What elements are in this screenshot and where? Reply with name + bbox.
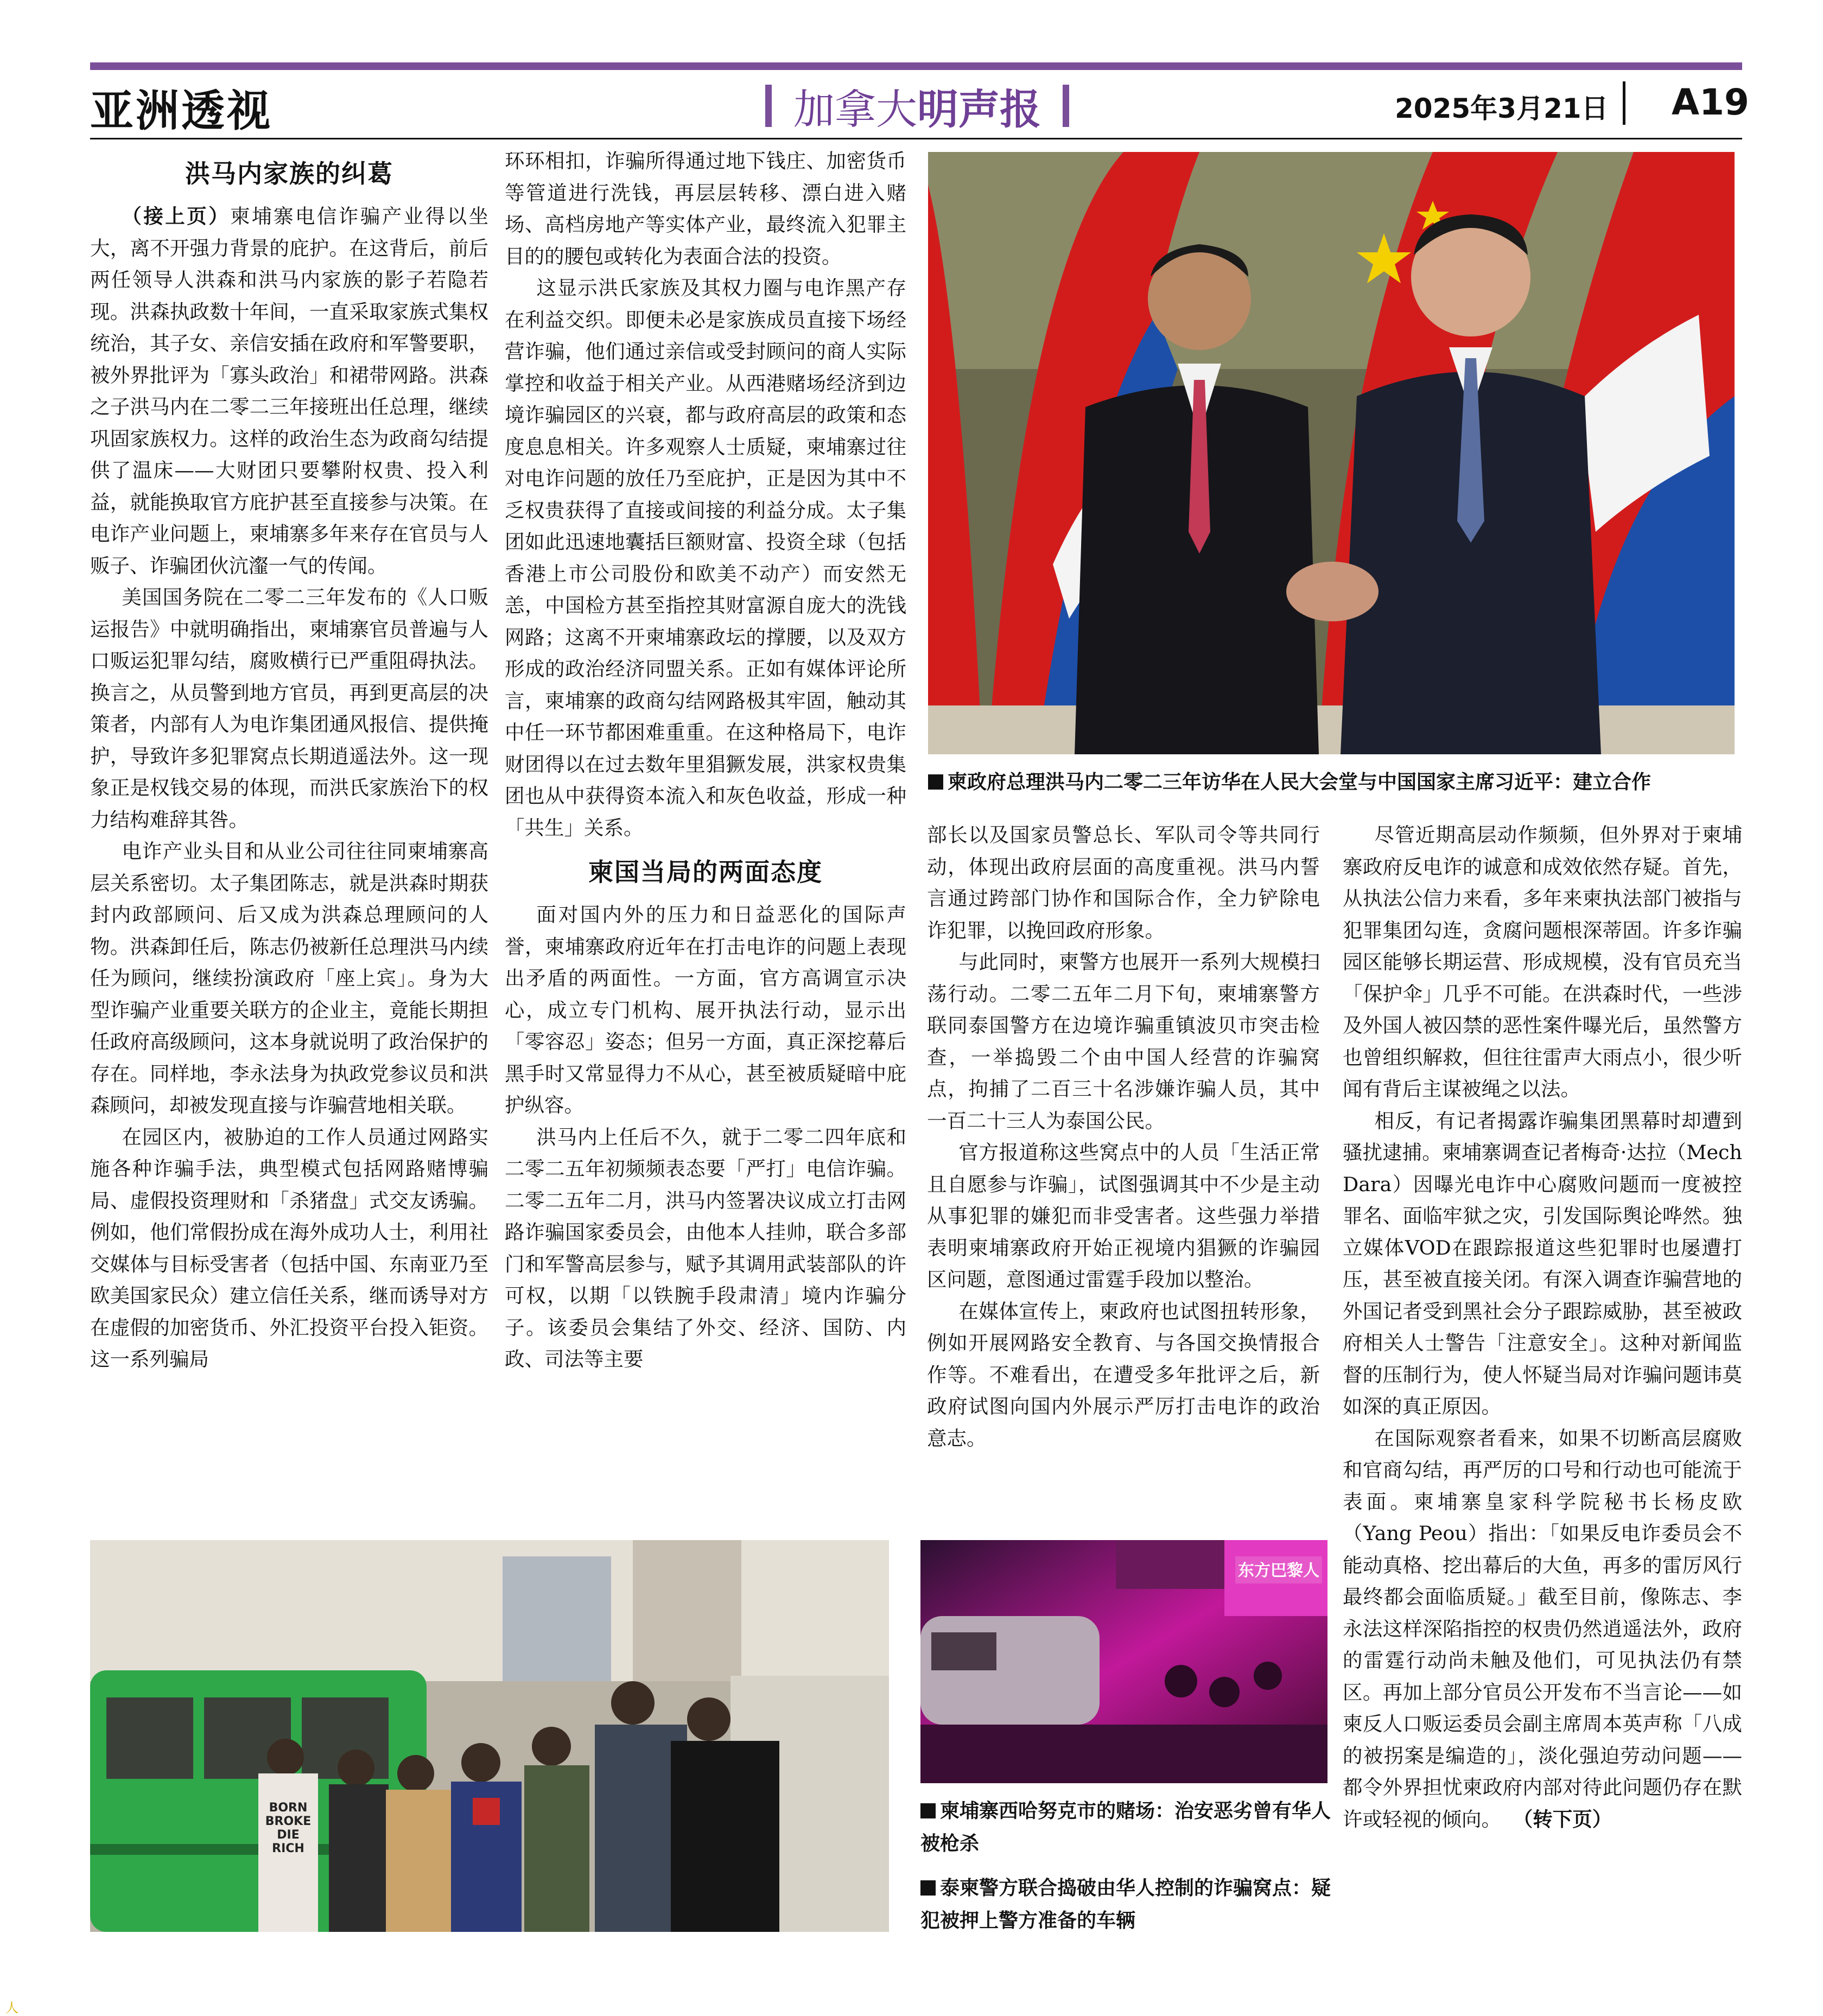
- subheading-attitude: 柬国当局的两面态度: [588, 857, 823, 887]
- paragraph-4: 在园区内，被胁迫的工作人员通过网路实施各种诈骗手法，典型模式包括网路赌博骗局、虚假投资理财和「杀猪盘」式交友诱骗。例如，他们常假扮成在海外成功人士，利用社交媒体与目标受害者（包括中国、东南亚乃至欧美国家民众）建立信任关系，继而诱导对方在虚假的加密货币、外汇投资平台投入钜资。这一系列骗局: [90, 1125, 488, 1371]
- header-divider: [1623, 81, 1625, 125]
- handshake-illustration: [928, 152, 1735, 754]
- shirt-text-4: RICH: [272, 1842, 304, 1855]
- casino-sign-text: 东方巴黎人: [1238, 1561, 1319, 1580]
- paragraph-2: 美国国务院在二零二三年发布的《人口贩运报告》中就明确指出，柬埔寨官员普遍与人口贩运犯罪勾结，腐败横行已严重阻碍执法。换言之，从员警到地方官员，再到更高层的决策者，内部有人为电诈集团通风报信、提供掩护，导致许多犯罪窝点长期逍遥法外。这一现象正是权钱交易的体现，而洪氏家族治下的权力结构难辞其咎。: [90, 586, 488, 831]
- paragraph-8: 洪马内上任后不久，就于二零二四年底和二零二五年初频频表态要「严打」电信诈骗。二零二五年二月，洪马内签署决议成立打击网路诈骗国家委员会，由他本人挂帅，联合多部门和军警高层参与，赋予其调用武装部队的许可权，以期「以铁腕手段肃清」境内诈骗分子。该委员会集结了外交、经济、国防、内政、司法等主要: [505, 1125, 906, 1371]
- paragraph-15: [1343, 1423, 1742, 1836]
- photo-handshake: [928, 152, 1735, 754]
- header-accent-bar: [90, 62, 1742, 70]
- photo-bus: [90, 1540, 889, 1932]
- caption-bus: [920, 1872, 1333, 1937]
- casino-illustration: [920, 1540, 1327, 1783]
- paragraph-13: 尽管近期高层动作频频，但外界对于柬埔寨政府反电诈的诚意和成效依然存疑。首先，从执法公信力来看，多年来柬执法部门被指与犯罪集团勾连，贪腐问题根深蒂固。许多诈骗园区能够长期运营、形成规模，没有官员充当「保护伞」几乎不可能。在洪森时代，一些涉及外国人被囚禁的恶性案件曝光后，虽然警方也曾组织解救，但往往雷声大雨点小，很少听闻有背后主谋被绳之以法。: [1343, 823, 1742, 1101]
- caption-handshake: [928, 766, 1742, 799]
- paragraph-5: 环环相扣，诈骗所得通过地下钱庄、加密货币等管道进行洗钱，再层层转移、漂白进入赌场、高档房地产等实体产业，最终流入犯罪主目的的腰包或转化为表面合法的投资。: [505, 149, 906, 268]
- paragraph-1-lead: （接上页）: [122, 205, 231, 228]
- caption-square-icon: [928, 774, 943, 790]
- caption-handshake-text: 柬政府总理洪马内二零二三年访华在人民大会堂与中国国家主席习近平：建立合作: [948, 771, 1652, 793]
- page-number: A19: [1672, 81, 1749, 123]
- section-title: 亚洲透视: [90, 85, 272, 136]
- column-4: [1343, 819, 1742, 1835]
- caption-casino-square-icon: [920, 1803, 936, 1818]
- caption-bus-text: 泰柬警方联合捣破由华人控制的诈骗窝点：疑犯被押上警方准备的车辆: [920, 1877, 1331, 1932]
- column-2: [505, 145, 906, 1376]
- caption-casino-text: 柬埔寨西哈努克市的赌场：治安恶劣曾有华人被枪杀: [920, 1800, 1331, 1855]
- paragraph-3: 电诈产业头目和从业公司往往同柬埔寨高层关系密切。太子集团陈志，就是洪森时期获封内政部顾问、后又成为洪森总理顾问的人物。洪森卸任后，陈志仍被新任总理洪马内续任为顾问，继续扮演政府「座上宾」。身为大型诈骗产业重要关联方的企业主，竟能长期担任政府高级顾问，这本身就说明了政治保护的存在。同样地，李永法身为执政党参议员和洪森顾问，却被发现直接与诈骗营地相关联。: [90, 840, 488, 1117]
- subheading-family: 洪马内家族的纠葛: [185, 159, 393, 188]
- masthead-right-bar: [1063, 85, 1069, 127]
- footer-mark: 人: [5, 2000, 18, 2015]
- issue-date: 2025年3月21日: [1395, 93, 1609, 124]
- paragraph-7: 面对国内外的压力和日益恶化的国际声誉，柬埔寨政府近年在打击电诈的问题上表现出矛盾的两面性。一方面，官方高调宣示决心，成立专门机构、展开执法行动，显示出「零容忍」姿态；但另一方面，真正深挖幕后黑手时又常显得力不从心，甚至被质疑暗中庇护纵容。: [505, 903, 906, 1117]
- shirt-text-3: DIE: [277, 1828, 300, 1842]
- paragraph-11: 官方报道称这些窝点中的人员「生活正常且自愿参与诈骗」，试图强调其中不少是主动从事犯罪的嫌犯而非受害者。这些强力举措表明柬埔寨政府开始正视境内猖獗的诈骗园区问题，意图通过雷霆手段加以整治。: [927, 1141, 1320, 1291]
- column-3: [927, 819, 1320, 1454]
- continued-marker: （转下页）: [1523, 1807, 1612, 1831]
- paragraph-1-body: 柬埔寨电信诈骗产业得以坐大，离不开强力背景的庇护。在这背后，前后两任领导人洪森和洪马内家族的影子若隐若现。洪森执政数十年间，一直采取家族式集权统治，其子女、亲信安插在政府和军警要职，被外界批评为「寡头政治」和裙带网路。洪森之子洪马内在二零二三年接班出任总理，继续巩固家族权力。这样的政治生态为政商勾结提供了温床——大财团只要攀附权贵、投入利益，就能换取官方庇护甚至直接参与决策。在电诈产业问题上，柬埔寨多年来存在官员与人贩子、诈骗团伙沆瀣一气的传闻。: [90, 205, 489, 577]
- masthead: [744, 76, 1091, 136]
- paragraph-1: [90, 201, 488, 582]
- masthead-part1: 加拿大: [793, 85, 917, 133]
- bus-illustration: [90, 1540, 889, 1932]
- shirt-text-1: BORN: [269, 1801, 308, 1815]
- caption-casino: [920, 1795, 1333, 1860]
- paragraph-15-body: 在国际观察者看来，如果不切断高层腐败和官商勾结，再严厉的口号和行动也可能流于表面。柬埔寨皇家科学院秘书长杨皮欧（Yang Peou）指出：「如果反电诈委员会不能动真格、挖出幕后的大鱼，再多的雷厉风行最终都会面临质疑。」截至目前，像陈志、李永法这样深陷指控的权贵仍然逍遥法外，政府的雷霆行动尚未触及他们，可见执法仍有禁区。再加上部分官员公开发布不当言论——如柬反人口贩运委员会副主席周本英声称「八成的被拐案是编造的」，淡化强迫劳动问题——都令外界担忧柬政府内部对待此问题仍存在默许或轻视的倾向。: [1343, 1426, 1742, 1831]
- paragraph-14: 相反，有记者揭露诈骗集团黑幕时却遭到骚扰逮捕。柬埔寨调查记者梅奇·达拉（Mech Dara）因曝光电诈中心腐败问题而一度被控罪名、面临牢狱之灾，引发国际舆论哗然。独立媒体VOD在跟踪报道这些犯罪时也屡遭打压，甚至被直接关闭。有深入调查诈骗营地的外国记者受到黑社会分子跟踪威胁，甚至被政府相关人士警告「注意安全」。这种对新闻监督的压制行为，使人怀疑当局对诈骗问题讳莫如深的真正原因。: [1343, 1109, 1742, 1418]
- paragraph-6: 这显示洪氏家族及其权力圈与电诈黑产存在利益交织。即便未必是家族成员直接下场经营诈骗，他们通过亲信或受封顾问的商人实际掌控和收益于相关产业。从西港赌场经济到边境诈骗园区的兴衰，都与政府高层的政策和态度息息相关。许多观察人士质疑，柬埔寨过往对电诈问题的放任乃至庇护，正是因为其中不乏权贵获得了直接或间接的利益分成。太子集团如此迅速地囊括巨额财富、投资全球（包括香港上市公司股份和欧美不动产）而安然无恙，中国检方甚至指控其财富源自庞大的洗钱网路；这离不开柬埔寨政坛的撑腰，以及双方形成的政治经济同盟关系。正如有媒体评论所言，柬埔寨的政商勾结网路极其牢固，触动其中任一环节都困难重重。在这种格局下，电诈财团得以在过去数年里猖獗发展，洪家权贵集团也从中获得资本流入和灰色收益，形成一种「共生」关系。: [505, 276, 906, 840]
- caption-bus-square-icon: [920, 1880, 936, 1896]
- shirt-text-2: BROKE: [265, 1815, 312, 1828]
- masthead-part2: 明声报: [917, 85, 1041, 133]
- column-1: [90, 157, 488, 1376]
- header-rule: [90, 138, 1742, 139]
- masthead-left-bar: [765, 85, 772, 127]
- photo-casino: [920, 1540, 1327, 1783]
- paragraph-9: 部长以及国家员警总长、军队司令等共同行动，体现出政府层面的高度重视。洪马内誓言通过跨部门协作和国际合作，全力铲除电诈犯罪，以挽回政府形象。: [927, 823, 1320, 942]
- paragraph-12: 在媒体宣传上，柬政府也试图扭转形象，例如开展网路安全教育、与各国交换情报合作等。不难看出，在遭受多年批评之后，新政府试图向国内外展示严厉打击电诈的政治意志。: [927, 1299, 1320, 1450]
- paragraph-10: 与此同时，柬警方也展开一系列大规模扫荡行动。二零二五年二月下旬，柬埔寨警方联同泰国警方在边境诈骗重镇波贝市突击检查，一举捣毁二个由中国人经营的诈骗窝点，拘捕了二百三十名涉嫌诈骗人员，其中一百二十三人为泰国公民。: [927, 950, 1320, 1133]
